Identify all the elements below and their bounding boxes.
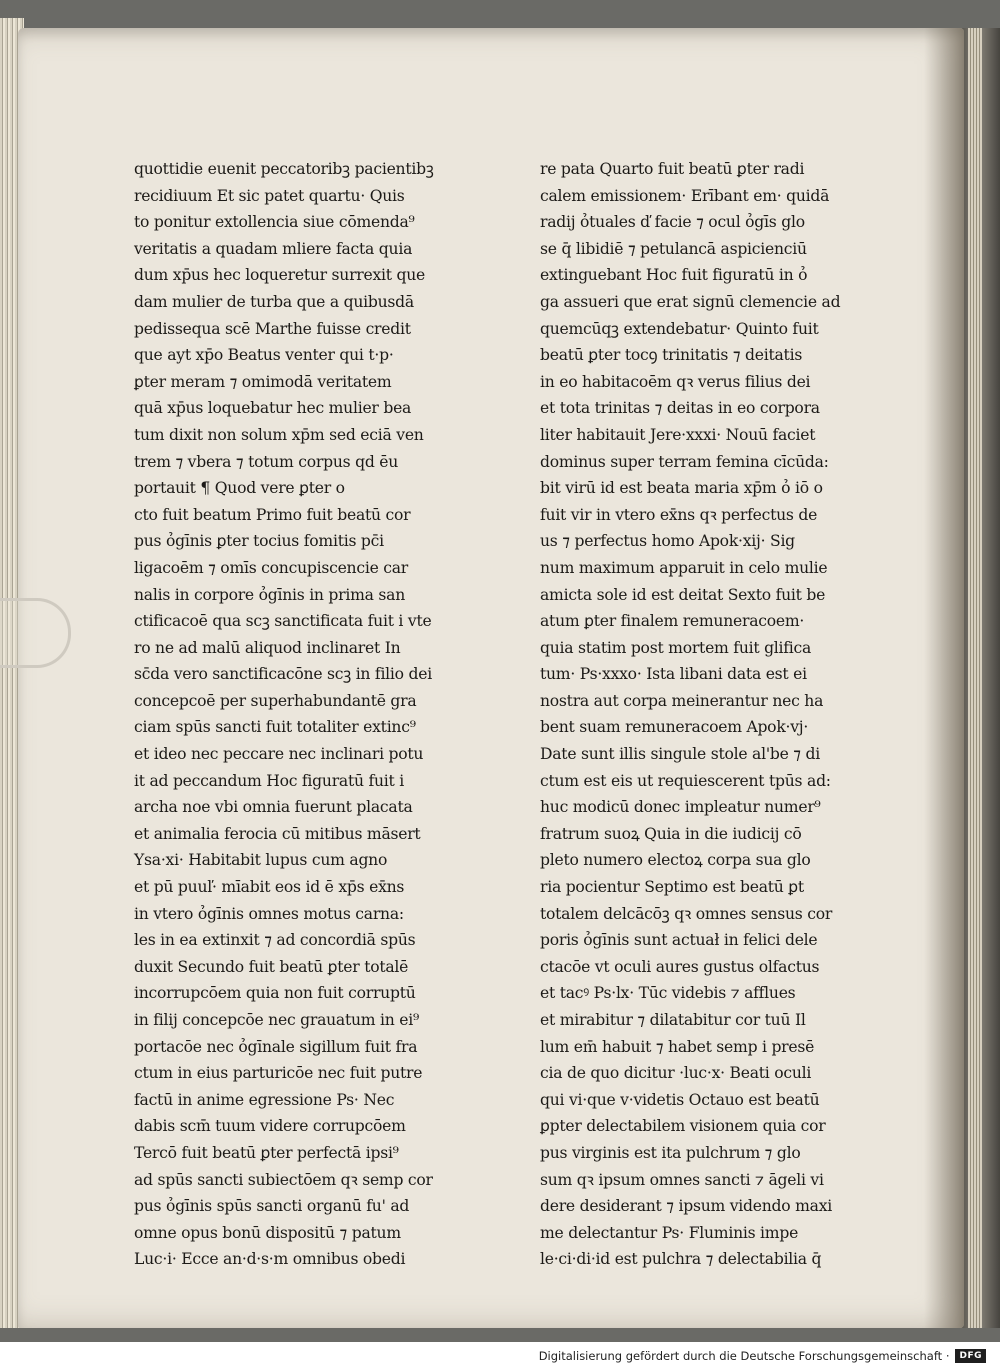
text-line: calem emissionem· Erībant em· quidā — [540, 186, 830, 205]
text-line: et pū puuľ· mīabit eos id ē xp̄s ex̄ns — [134, 878, 405, 897]
text-line: ciam spūs sancti fuit totaliter extinc⁹ — [134, 718, 416, 737]
text-line: dere desiderant ⁊ ipsum videndo maxi — [540, 1197, 832, 1216]
text-line: totalem delcācōꝫ qꝛ omnes sensus cor — [540, 904, 833, 923]
text-line: beatū ꝑter tocꝯ trinitatis ⁊ deitatis — [540, 346, 803, 365]
text-line: duxit Secundo fuit beatū ꝑter totalē — [134, 957, 409, 976]
text-line: pleto numero electoꝝ corpa sua glo — [540, 851, 811, 870]
text-line: lum em̄ habuit ⁊ habet semp i presē — [540, 1037, 815, 1056]
text-line: pus ỏgīnis spūs sancti organū fu' ad — [134, 1197, 410, 1216]
text-line: pedissequa scē Marthe fuisse credit — [134, 319, 411, 338]
text-line: et tota trinitas ⁊ deitas in eo corpora — [540, 399, 820, 418]
text-line: qui vi·que v·videtis Octauo est beatū — [540, 1090, 820, 1109]
text-line: veritatis a quadam mliere facta quia — [134, 239, 413, 258]
text-line: sum qꝛ ipsum omnes sancti ⁊ āgeli vi — [540, 1170, 824, 1189]
text-line: omne opus bonū dispositū ⁊ patum — [134, 1223, 401, 1242]
text-line: ctacōe vt oculi aures gustus olfactus — [540, 957, 820, 976]
text-line: le·ci·di·id est pulchra ⁊ delectabilia q̄ — [540, 1250, 822, 1269]
text-line: et animalia ferocia cū mitibus māsert — [134, 824, 421, 843]
text-line: dum xp̄us hec loqueretur surrexit que — [134, 266, 425, 285]
text-line: nalis in corpore ỏgīnis in prima san — [134, 585, 405, 604]
text-line: et tacꝰ Ps·lx· Tūc videbis ⁊ afflues — [540, 984, 796, 1003]
footer-credit: Digitalisierung gefördert durch die Deutsche Forschungsgemeinschaft · — [538, 1349, 950, 1363]
footer-credit-bar — [0, 1342, 1000, 1370]
text-line: Luc·i· Ecce an·d·s·m omnibus obedi — [134, 1250, 406, 1269]
text-line: quottidie euenit peccatoribꝫ pacientibꝫ — [134, 160, 434, 178]
text-line: atum ꝑter finalem remuneracoem· — [540, 612, 805, 631]
text-line: ga assueri que erat signū clemencie ad — [540, 292, 841, 311]
text-line: dabis scm̄ tuum videre corrupcōem — [134, 1117, 406, 1136]
text-line: ro ne ad malū aliquod inclinaret In — [134, 638, 401, 657]
text-line: les in ea extinxit ⁊ ad concordiā spūs — [134, 931, 416, 950]
text-line: quia statim post mortem fuit glifica — [540, 638, 812, 657]
text-line: extinguebant Hoc fuit figuratū in ỏ — [540, 266, 808, 285]
text-line: fratrum suoꝝ Quia in die iudicij cō — [540, 824, 802, 843]
right-text-column — [540, 156, 865, 1273]
text-line: ctum in eius parturicōe nec fuit putre — [134, 1064, 423, 1083]
text-line: in eo habitacoēm qꝛ verus filius dei — [540, 372, 811, 391]
text-line: dam mulier de turba que a quibusdā — [134, 292, 414, 311]
text-line: ctificacoē qua scꝫ sanctificata fuit i vte — [134, 612, 432, 631]
text-line: bent suam remuneracoem Apok·vj· — [540, 718, 809, 737]
text-line: it ad peccandum Hoc figuratū fuit i — [134, 771, 404, 790]
text-line: liter habitauit Jere·xxxi· Nouū faciet — [540, 425, 816, 444]
page-clip — [0, 598, 71, 668]
text-line: bit virū id est beata maria xp̄m ỏ iō o — [540, 479, 823, 498]
text-line: ctum est eis ut requiescerent tpūs ad: — [540, 771, 831, 790]
text-line: tum dixit non solum xp̄m sed eciā ven — [134, 425, 424, 444]
page-gutter-shadow — [924, 28, 964, 1328]
text-line: dominus super terram femina cīcūda: — [540, 452, 829, 471]
text-line: huc modicū donec impleatur numer⁹ — [540, 798, 821, 817]
left-text-column — [134, 156, 459, 1273]
text-line: se q̄ libidiē ⁊ petulancā aspicienciū — [540, 239, 807, 258]
text-line: ad spūs sancti subiectōem qꝛ semp cor — [134, 1170, 433, 1189]
text-line: quā xp̄us loquebatur hec mulier bea — [134, 399, 412, 418]
text-line: us ⁊ perfectus homo Apok·xij· Sig — [540, 532, 795, 551]
dfg-logo: DFG — [955, 1349, 986, 1363]
text-line: to ponitur extollencia siue cōmenda⁹ — [134, 213, 415, 232]
text-line: Tercō fuit beatū ꝑter perfectā ipsi⁹ — [134, 1143, 399, 1162]
text-line: portauit ¶ Quod vere ꝑter o — [134, 479, 345, 498]
text-line: re pata Quarto fuit beatū ꝑter radi — [540, 160, 805, 178]
text-line: Ysa·xi· Habitabit lupus cum agno — [134, 851, 388, 870]
text-line: factū in anime egressione Ps· Nec — [134, 1090, 395, 1109]
text-line: in vtero ỏgīnis omnes motus carna: — [134, 904, 404, 923]
text-line: et ideo nec peccare nec inclinari potu — [134, 745, 424, 764]
text-line: in filij concepcōe nec grauatum in ei⁹ — [134, 1011, 419, 1029]
text-line: me delectantur Ps· Fluminis impe — [540, 1223, 799, 1242]
text-line: incorrupcōem quia non fuit corruptū — [134, 984, 416, 1003]
book-fore-edge — [962, 28, 1000, 1328]
text-line: poris ỏgīnis sunt actuał in felici dele — [540, 931, 818, 950]
text-line: recidiuum Et sic patet quartu· Quis — [134, 186, 405, 205]
text-line: ria pocientur Septimo est beatū ꝑt — [540, 878, 804, 897]
text-line: radij ỏtuales ď facie ⁊ ocul ỏgīs glo — [540, 213, 805, 232]
text-line: num maximum apparuit in celo mulie — [540, 558, 828, 577]
text-line: et mirabitur ⁊ dilatabitur cor tuū Il — [540, 1011, 806, 1029]
text-line: pus virginis est ita pulchrum ⁊ glo — [540, 1143, 801, 1162]
text-line: fuit vir in vtero ex̄ns qꝛ perfectus de — [540, 505, 818, 524]
text-line: archa noe vbi omnia fuerunt placata — [134, 798, 413, 817]
text-line: portacōe nec ỏgīnale sigillum fuit fra — [134, 1037, 418, 1056]
text-line: concepcoē per superhabundantē gra — [134, 691, 417, 710]
text-line: ligacoēm ⁊ omīs concupiscencie car — [134, 558, 408, 577]
text-line: amicta sole id est deitat Sexto fuit be — [540, 585, 826, 604]
text-line: ꝑpter delectabilem visionem quia cor — [540, 1117, 826, 1136]
text-line: nostra aut corpa meinerantur nec ha — [540, 691, 824, 710]
text-line: quemcūqꝫ extendebatur· Quinto fuit — [540, 319, 819, 338]
text-line: tum· Ps·xxxo· Ista libani data est ei — [540, 665, 807, 684]
text-line: ꝑter meram ⁊ omimodā veritatem — [134, 372, 392, 391]
text-line: cia de quo dicitur ·luc·x· Beati oculi — [540, 1064, 812, 1083]
text-line: trem ⁊ vbera ⁊ totum corpus qd ēu — [134, 452, 399, 471]
text-line: Date sunt illis singule stole al'be ⁊ di — [540, 745, 820, 764]
text-line: que ayt xp̄o Beatus venter qui t·p· — [134, 346, 394, 365]
text-line: sc̄da vero sanctificacōne scꝫ in filio dei — [134, 665, 432, 684]
text-line: cto fuit beatum Primo fuit beatū cor — [134, 505, 411, 524]
text-line: pus ỏgīnis ꝑter tocius fomitis pc̄i — [134, 532, 384, 551]
